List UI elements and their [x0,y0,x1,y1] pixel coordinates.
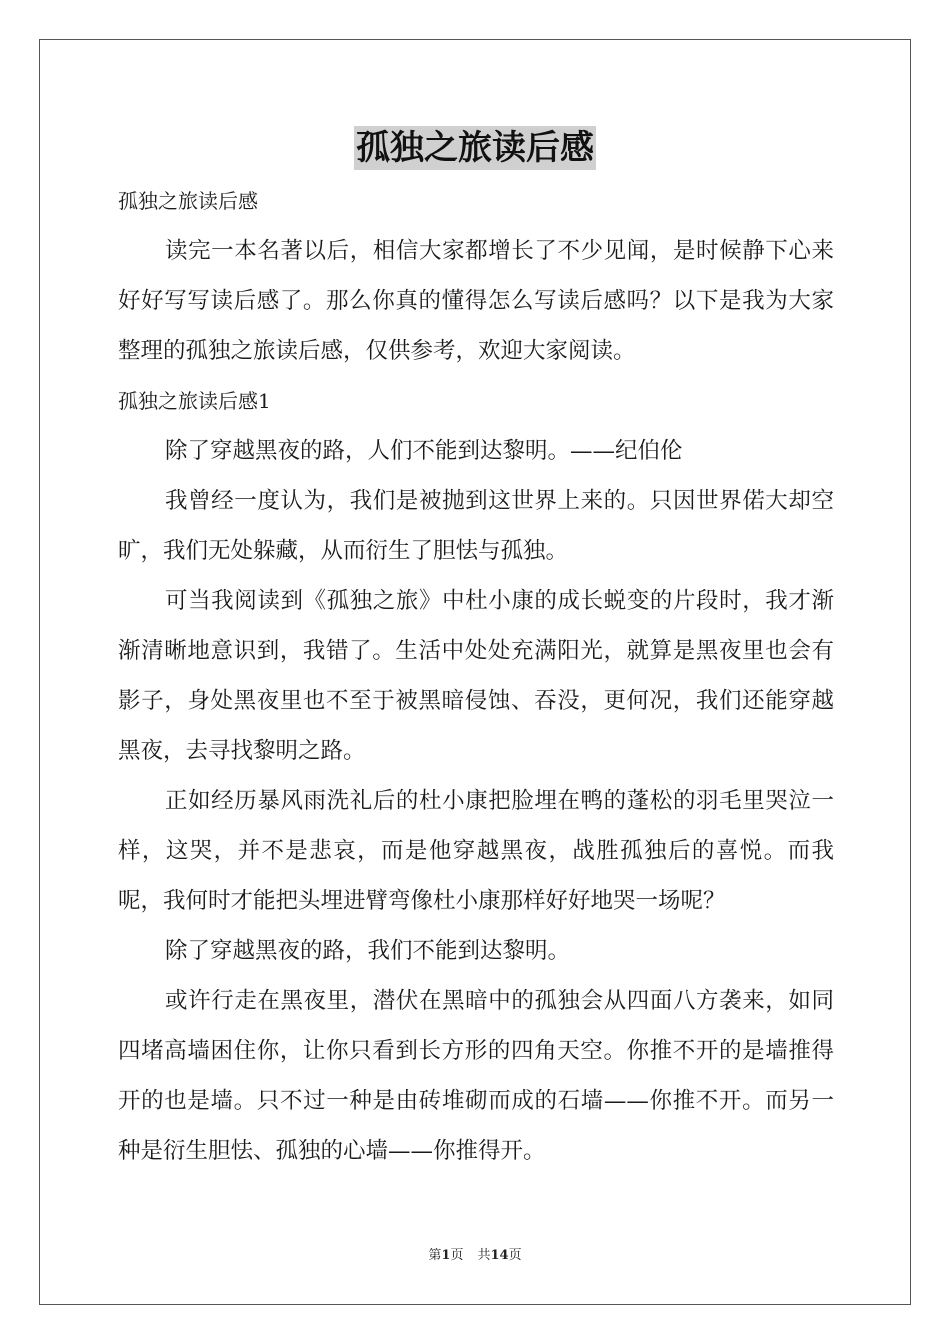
body-paragraph: 可当我阅读到《孤独之旅》中杜小康的成长蜕变的片段时，我才渐渐清晰地意识到，我错了。生活中处处充满阳光，就算是黑夜里也会有影子，身处黑夜里也不至于被黑暗侵蚀、吞没，更何况，我们还能穿越黑夜，去寻找黎明之路。 [118,588,834,764]
page-prefix: 第 [428,1248,442,1263]
body-paragraph: 正如经历暴风雨洗礼后的杜小康把脸埋在鸭的蓬松的羽毛里哭泣一样，这哭，并不是悲哀，而是他穿越黑夜，战胜孤独后的喜悦。而我呢，我何时才能把头埋进臂弯像杜小康那样好好地哭一场呢？ [118,788,834,914]
page-number: 1 [441,1248,451,1263]
body-paragraph: 除了穿越黑夜的路，我们不能到达黎明。 [165,938,571,964]
body-paragraph: 或许行走在黑夜里，潜伏在黑暗中的孤独会从四面八方袭来，如同四堵高墙困住你，让你只看到长方形的四角天空。你推不开的是墙推得开的也是墙。只不过一种是由砖堆砌而成的石墙——你推不开。而另一种是衍生胆怯、孤独的心墙——你推得开。 [118,988,834,1164]
page-suffix: 页 [450,1248,464,1263]
body-paragraph: 我曾经一度认为，我们是被抛到这世界上来的。只因世界偌大却空旷，我们无处躲藏，从而衍生了胆怯与孤独。 [118,488,834,564]
document-title: 孤独之旅读后感 [356,128,594,168]
section-heading: 孤独之旅读后感1 [118,389,271,413]
total-suffix: 页 [508,1248,522,1263]
subtitle-paragraph: 孤独之旅读后感 [118,189,258,213]
intro-paragraph: 读完一本名著以后，相信大家都增长了不少见闻，是时候静下心来好好写写读后感了。那么你真的懂得怎么写读后感吗？以下是我为大家整理的孤独之旅读后感，仅供参考，欢迎大家阅读。 [118,238,834,364]
document-body [118,176,834,1176]
page-footer [0,1244,950,1263]
title-container [0,126,950,170]
quote-paragraph: 除了穿越黑夜的路，人们不能到达黎明。——纪伯伦 [165,438,683,464]
total-pages: 14 [490,1248,509,1263]
total-prefix: 共 [477,1248,491,1263]
